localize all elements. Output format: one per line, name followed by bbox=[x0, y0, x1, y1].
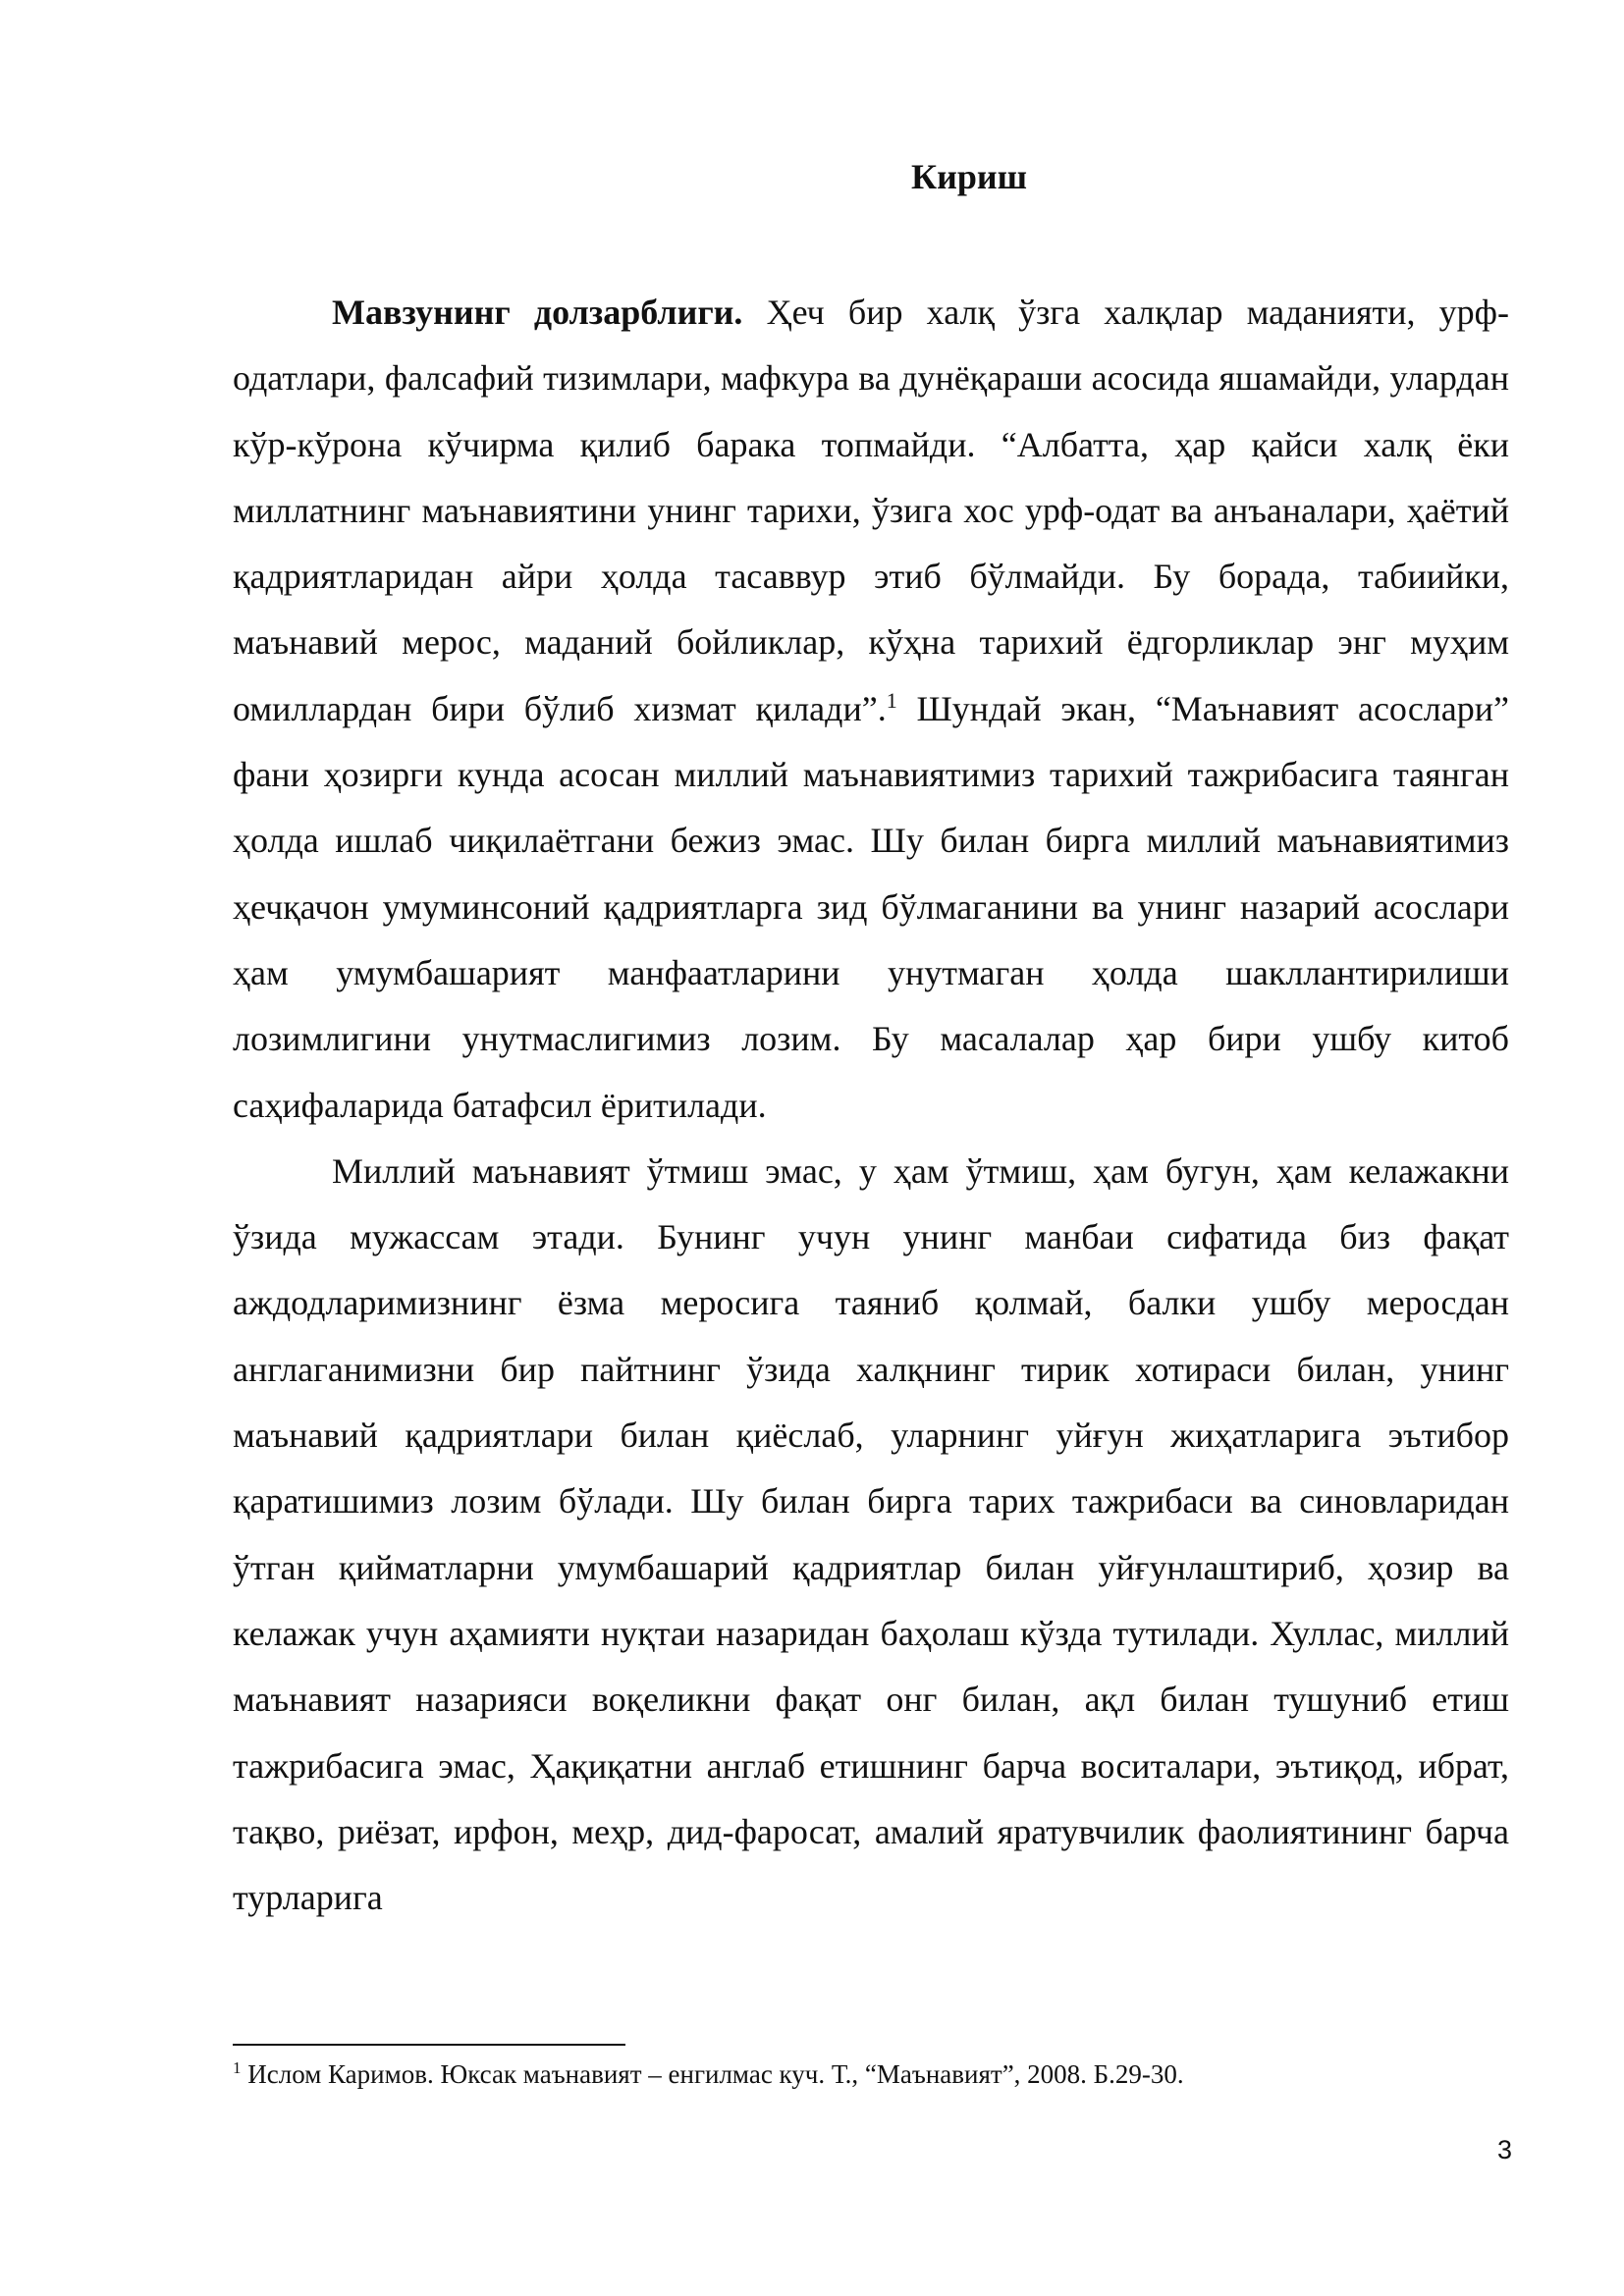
paragraph-lead: Мавзунинг долзарблиги. bbox=[332, 293, 743, 332]
footnote-marker: 1 bbox=[233, 2058, 242, 2077]
footnote-text: Ислом Каримов. Юксак маънавият – енгилмас куч. Т., “Маънавият”, 2008. Б.29-30. bbox=[241, 2059, 1184, 2089]
paragraph-text-continued: Шундай экан, “Маънавият асослари” фани ҳозирги кунда асосан миллий маънавиятимиз тарихий тажрибасига таянган ҳолда ишлаб чиқилаётгани бежиз эмас. Шу билан бирга миллий маънавиятимиз ҳечқачон умуминсоний қадриятларга зид бўлмаганини ва унинг назарий асослари ҳам умумбашарият манфаатларини унутмаган ҳолда шакллантирилиши лозимлигини унутмаслигимиз лозим. Бу масалалар ҳар бири ушбу китоб саҳифаларида батафсил ёритилади. bbox=[233, 688, 1509, 1125]
paragraph-text: Ҳеч бир халқ ўзга халқлар маданияти, урф-одатлари, фалсафий тизимлари, мафкура ва дунёқараши асосида яшамайди, улардан кўр-кўрона кўчирма қилиб барака топмайди. “Албатта, ҳар қайси халқ ёки миллатнинг маънавиятини унинг тарихи, ўзига хос урф-одат ва анъаналари, ҳаётий қадриятларидан айри ҳолда тасаввур этиб бўлмайди. Бу борада, табиийки, маънавий мерос, маданий бойликлар, кўҳна тарихий ёдгорликлар энг муҳим омиллардан бири бўлиб хизмат қилади”. bbox=[233, 293, 1509, 728]
paragraph-national-spirituality: Миллий маънавият ўтмиш эмас, у ҳам ўтмиш, ҳам бугун, ҳам келажакни ўзида мужассам этади. Бунинг учун унинг манбаи сифатида биз фақат аждодларимизнинг ёзма меросига таяниб қолмай, балки ушбу меросдан англаганимизни бир пайтнинг ўзида халқнинг тирик хотираси билан, унинг маънавий қадриятлари билан қиёслаб, уларнинг уйғун жиҳатларига эътибор қаратишимиз лозим бўлади. Шу билан бирга тарих тажрибаси ва синовларидан ўтган қийматларни умумбашарий қадриятлар билан уйғунлаштириб, ҳозир ва келажак учун аҳамияти нуқтаи назаридан баҳолаш кўзда тутилади. Хуллас, миллий маънавият назарияси воқеликни фақат онг билан, ақл билан тушуниб етиш тажрибасига эмас, Ҳақиқатни англаб етишнинг барча воситалари, эътиқод, ибрат, тақво, риёзат, ирфон, меҳр, дид-фаросат, амалий яратувчилик фаолиятининг барча турларига bbox=[233, 1150, 1509, 1918]
page-heading: Кириш bbox=[910, 157, 1027, 196]
footnote bbox=[233, 2056, 1509, 2092]
footnote-separator bbox=[233, 2044, 625, 2046]
footnote-reference[interactable]: 1 bbox=[886, 687, 897, 713]
paragraph-relevance bbox=[233, 280, 1509, 1139]
page-number: 3 bbox=[1496, 2135, 1512, 2164]
body-text bbox=[233, 280, 1509, 1931]
